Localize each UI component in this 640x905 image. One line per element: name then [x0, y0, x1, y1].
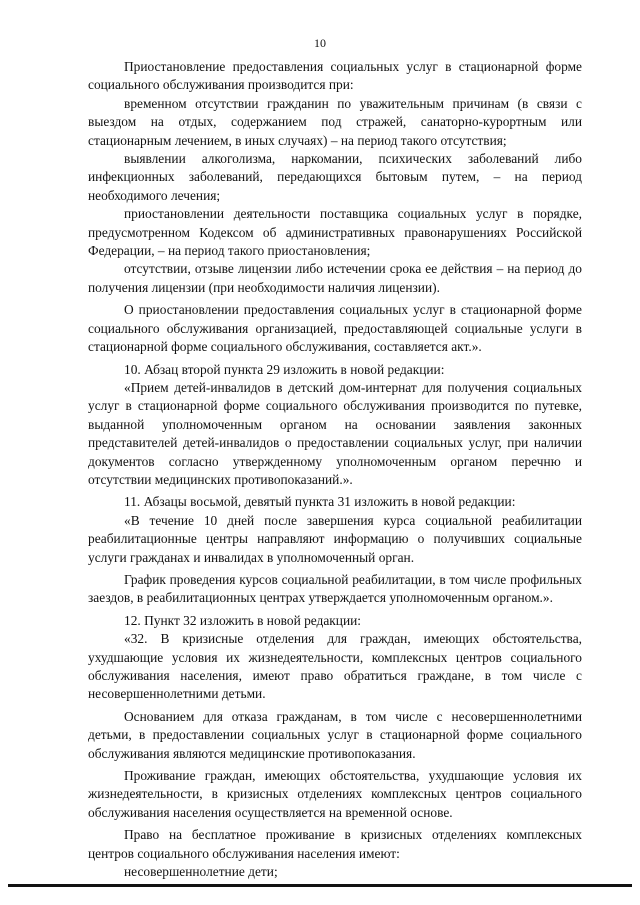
paragraph: отсутствии, отзыве лицензии либо истечении срока ее действия – на период до получения лицензии (при необходимости наличия лицензии).	[88, 261, 582, 295]
paragraph: О приостановлении предоставления социальных услуг в стационарной форме социального обслуживания организацией, предоставляющей социальные услуги в стационарной форме социального обслуживания, составляется акт.».	[88, 302, 582, 355]
paragraph: «Прием детей-инвалидов в детский дом-интернат для получения социальных услуг в стационарной форме социального обслуживания производится по путевке, выданной уполномоченным органом на основании заявления законных представителей детей-инвалидов о предоставлении социальных услуг, при наличии документов согласно утвержденному уполномоченным органом перечню и отсутствии медицинских противопоказаний.».	[88, 379, 582, 487]
paragraph: временном отсутствии гражданин по уважительным причинам (в связи с выездом на отдых, содержанием под стражей, санаторно-курортным или стационарным лечением, в иных случаях) – на период такого отсутствия;	[88, 95, 582, 148]
paragraph: 11. Абзацы восьмой, девятый пункта 31 изложить в новой редакции:	[124, 494, 516, 510]
paragraph: Проживание граждан, имеющих обстоятельства, ухудшающие условия их жизнедеятельности, в кризисных отделениях комплексных центров социального обслуживания населения осуществляется на временной основе.	[88, 768, 582, 820]
page-bottom-border	[8, 884, 632, 887]
paragraph: Право на бесплатное проживание в кризисных отделениях комплексных центров социального обслуживания населения имеют:	[88, 827, 582, 861]
paragraph: выявлении алкоголизма, наркомании, психических заболеваний либо инфекционных заболеваний, передающихся бытовым путем, – на период необходимого лечения;	[88, 151, 582, 203]
paragraph: 12. Пункт 32 изложить в новой редакции:	[124, 612, 362, 628]
page-number: 10	[314, 36, 326, 50]
document-body	[88, 58, 582, 881]
paragraph: 10. Абзац второй пункта 29 изложить в новой редакции:	[124, 361, 445, 377]
paragraph: приостановлении деятельности поставщика социальных услуг в порядке, предусмотренном Кодексом об административных правонарушениях Российской Федерации, – на период такого приостановления;	[88, 206, 582, 259]
paragraph: График проведения курсов социальной реабилитации, в том числе профильных заездов, в реабилитационных центрах утверждается уполномоченным органом.».	[88, 571, 582, 606]
paragraph: «В течение 10 дней после завершения курса социальной реабилитации реабилитационные центры направляют информацию о получивших социальные услуги гражданах и инвалидах в уполномоченный орган.	[88, 512, 582, 565]
paragraph: «32. В кризисные отделения для граждан, имеющих обстоятельства, ухудшающие условия их жизнедеятельности, комплексных центров социального обслуживания населения, имеют право обратиться граждане, в том числе с несовершеннолетними детьми.	[88, 631, 582, 702]
paragraph: Основанием для отказа гражданам, в том числе с несовершеннолетними детьми, в предоставлении социальных услуг в стационарной форме социального обслуживания являются медицинские противопоказания.	[88, 708, 582, 761]
paragraph: несовершеннолетние дети;	[124, 864, 278, 880]
paragraph: Приостановление предоставления социальных услуг в стационарной форме социального обслуживания производится при:	[88, 59, 582, 93]
